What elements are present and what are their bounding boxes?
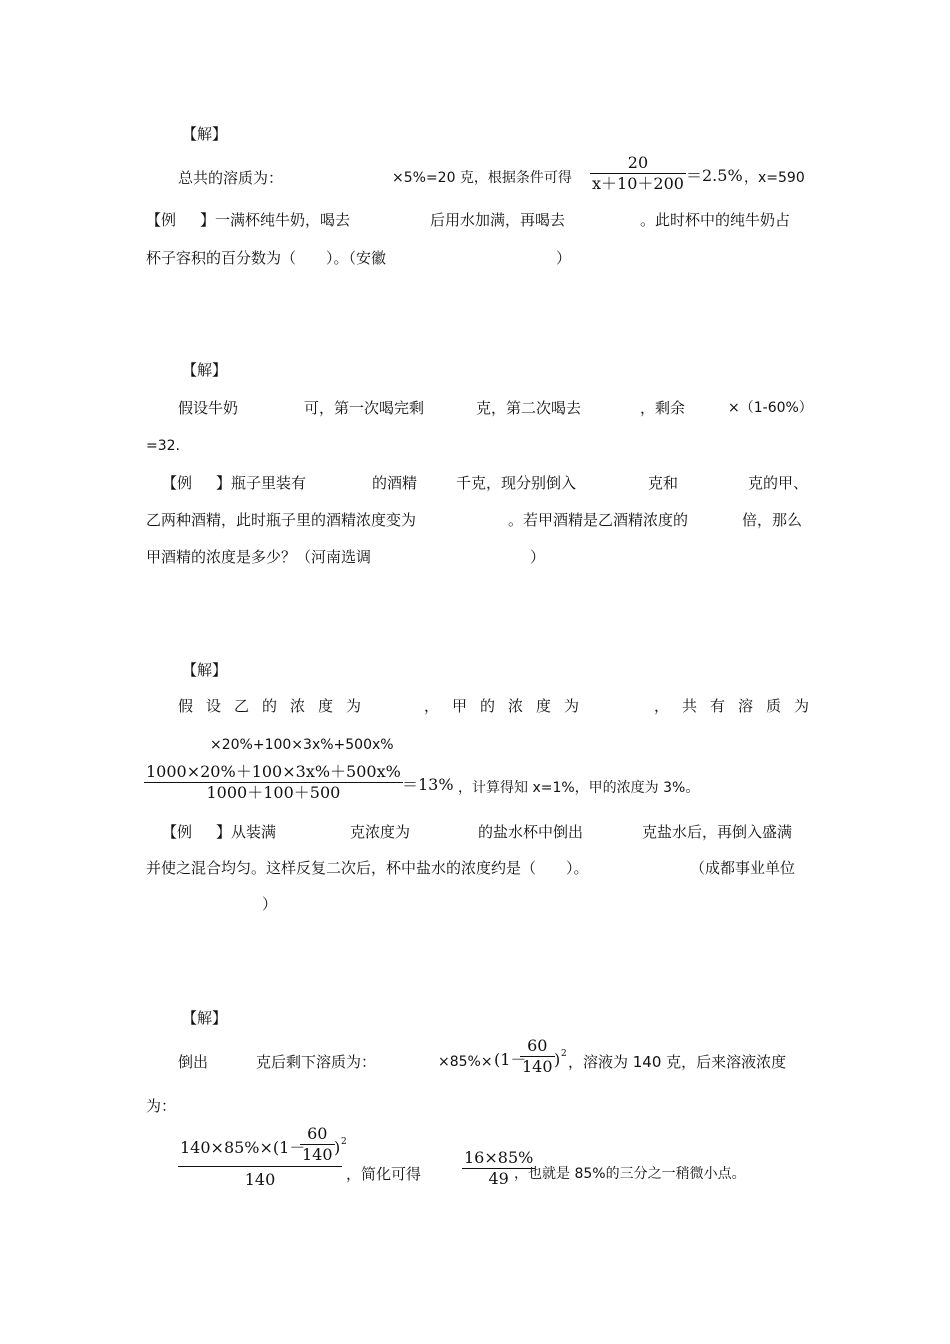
text: 。若甲酒精是乙酒精浓度的 — [508, 511, 689, 529]
text: ，简化可得 — [346, 1165, 422, 1183]
inner-fraction — [300, 1124, 335, 1165]
text: 可，第一次喝完剩 — [304, 399, 425, 417]
fraction-denominator: 1000＋100＋500 — [206, 783, 341, 802]
example-label: 【例 — [162, 474, 193, 492]
exponent: 2 — [341, 1137, 347, 1147]
text: ×85%× — [438, 1054, 493, 1070]
text: 甲酒精的浓度是多少？（河南选调 — [146, 548, 372, 566]
text: ，剩余 — [640, 399, 686, 417]
text: 】瓶子里装有 — [216, 474, 307, 492]
paren-close: ) — [334, 1138, 341, 1157]
text: 假设牛奶 — [178, 399, 239, 417]
text: 克浓度为 — [350, 823, 411, 841]
text: ） — [530, 548, 546, 566]
fraction-numerator: 1000×20%＋100×3x%＋500x% — [146, 762, 401, 781]
text: 克，第二次喝去 — [476, 399, 582, 417]
text: ， — [654, 697, 670, 715]
paren-open: (1－ — [494, 1050, 527, 1069]
text: ，x=590 — [744, 170, 805, 186]
solution-heading: 【解】 — [182, 361, 228, 379]
fraction-denominator: 140 — [302, 1145, 333, 1164]
text: ，计算得知 x=1%，甲的浓度为 3%。 — [458, 780, 700, 796]
fraction — [178, 1124, 347, 1191]
text: ， — [424, 697, 440, 715]
fraction-denominator: x＋10＋200 — [592, 174, 684, 193]
text: 的酒精 — [372, 474, 418, 492]
solution-heading: 【解】 — [182, 1009, 228, 1027]
fraction-numerator: 20 — [627, 153, 649, 172]
text: 并使之混合均匀。这样反复二次后，杯中盐水的浓度约是（ ）。 — [146, 859, 589, 877]
fraction — [144, 762, 403, 803]
text: 乙两种酒精，此时瓶子里的酒精浓度变为 — [146, 511, 417, 529]
text: 克和 — [648, 474, 679, 492]
fraction-numerator: 16×85% — [464, 1148, 534, 1167]
fraction-denominator: 49 — [488, 1169, 509, 1188]
text: 总共的溶质为： — [178, 169, 284, 187]
example-label: 【例 — [162, 823, 193, 841]
text: 】一满杯纯牛奶，喝去 — [200, 211, 351, 229]
solution-heading: 【解】 — [182, 125, 228, 143]
text: ，溶液为 140 克，后来溶液浓度 — [568, 1053, 787, 1071]
paren-close: ) — [554, 1050, 561, 1069]
solution-heading: 【解】 — [182, 661, 228, 679]
text: ×20%+100×3x%+500x% — [210, 737, 394, 753]
text: 克盐水后，再倒入盛满 — [642, 823, 793, 841]
text: 千克，现分别倒入 — [456, 474, 577, 492]
text: 杯子容积的百分数为（ ）。（安徽 — [146, 249, 387, 267]
numerator-prefix: 140×85%×(1－ — [180, 1138, 306, 1157]
equation-rhs: ＝13% — [402, 775, 454, 794]
fraction-denominator: 140 — [244, 1170, 276, 1189]
text: ） — [262, 895, 278, 913]
text: 】从装满 — [216, 823, 277, 841]
fraction-numerator: 60 — [307, 1124, 328, 1143]
text: 克的甲、 — [748, 474, 809, 492]
text: ） — [556, 249, 572, 267]
text: 假设乙的浓度为 — [178, 697, 375, 715]
text: 克后剩下溶质为： — [256, 1053, 377, 1071]
fraction-numerator: 60 — [527, 1036, 548, 1055]
text: ×5%=20 克，根据条件可得 — [392, 170, 572, 186]
text: 为： — [146, 1097, 177, 1115]
equation-rhs: ＝2.5% — [686, 166, 743, 185]
text: 倍，那么 — [742, 511, 803, 529]
text: （成都事业单位 — [690, 859, 796, 877]
text: 的盐水杯中倒出 — [478, 823, 584, 841]
text: 倒出 — [178, 1053, 209, 1071]
text: ，也就是 85%的三分之一稍微小点。 — [514, 1166, 746, 1182]
fraction — [590, 153, 686, 194]
text: 共有溶质为 — [682, 697, 823, 715]
text: =32. — [146, 438, 180, 454]
exponent: 2 — [561, 1049, 567, 1059]
fraction-numerator — [178, 1124, 347, 1166]
text: 。此时杯中的纯牛奶占 — [640, 211, 791, 229]
fraction-denominator: 140 — [522, 1057, 553, 1076]
text: 甲的浓度为 — [452, 697, 593, 715]
example-label: 【例 — [146, 211, 177, 229]
text: ×（1-60%） — [728, 400, 813, 416]
text: 后用水加满，再喝去 — [430, 211, 566, 229]
fraction — [520, 1036, 555, 1077]
